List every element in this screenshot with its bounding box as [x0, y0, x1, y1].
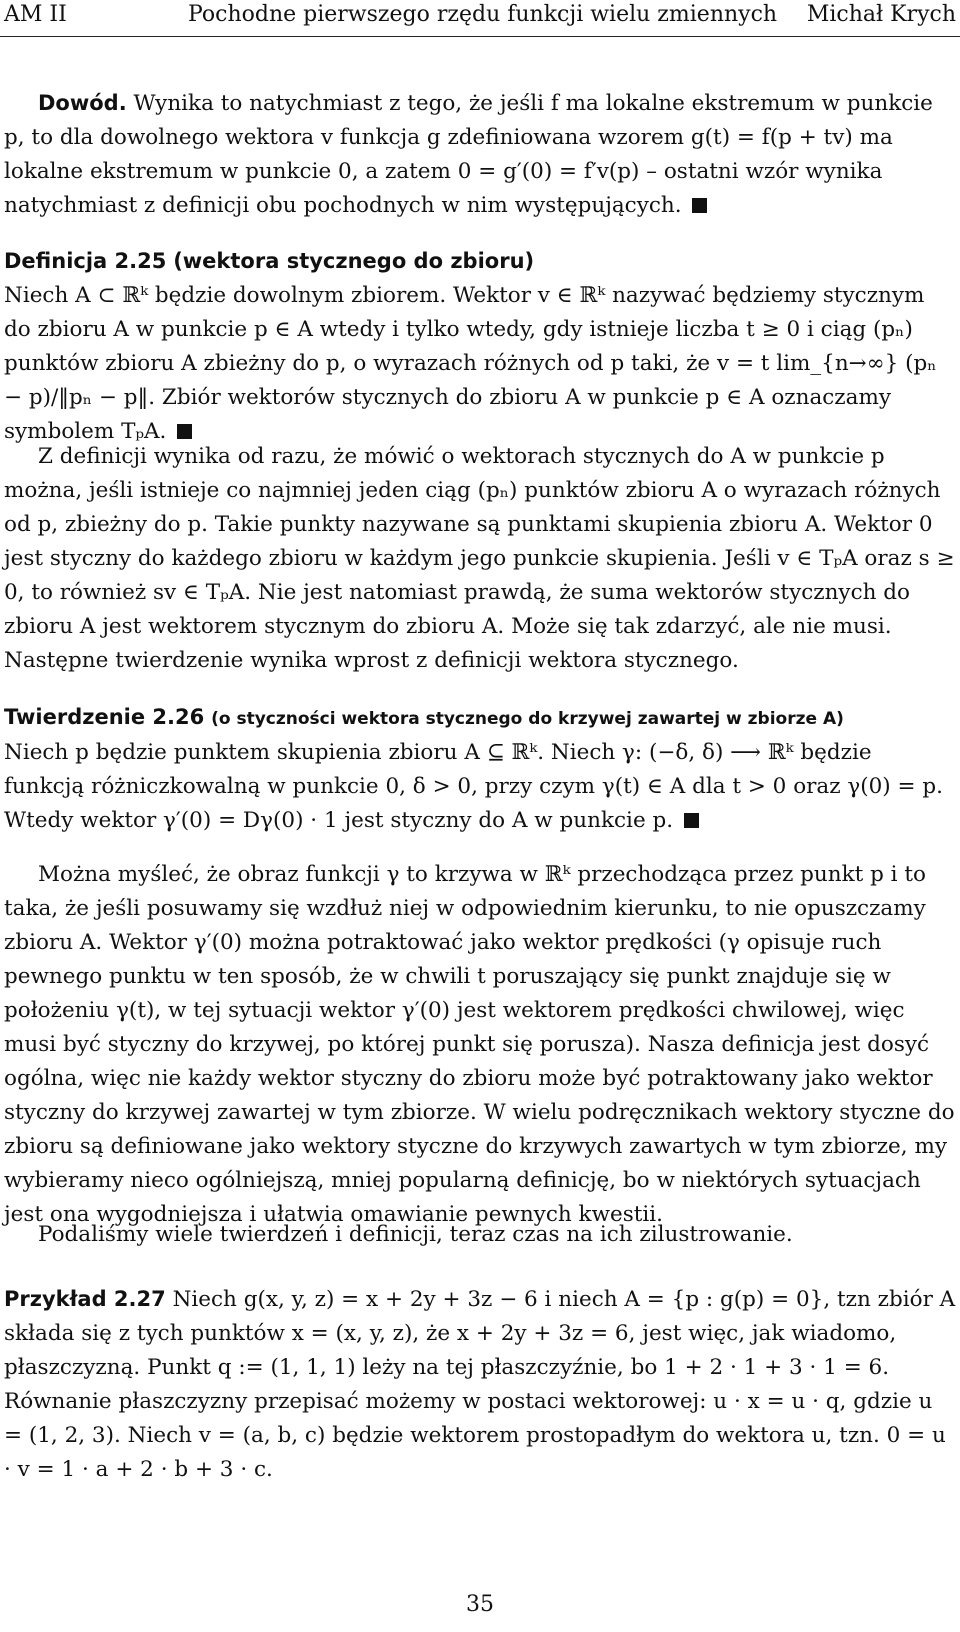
theorem-text: Niech p będzie punktem skupienia zbioru A ⊆ ℝᵏ. Niech γ: (−δ, δ) ⟶ ℝᵏ będzie funkcją różniczkowalną w punkcie 0, δ > 0, przy czym γ(t) ∈ A dla t > 0 oraz γ(0) = p. Wtedy wektor γ′(0) = Dγ(0) · 1 jest styczny do A w punkcie p. — [4, 740, 943, 833]
proof-block — [4, 86, 956, 223]
theorem-block — [4, 700, 956, 838]
example-title: Przykład 2.27 — [4, 1287, 166, 1311]
theorem-heading — [4, 700, 956, 736]
paragraph-curve-interpretation: Można myśleć, że obraz funkcji γ to krzywa w ℝᵏ przechodząca przez punkt p i to taka, że jeśli posuwamy się wzdłuż niej w odpowiednim kierunku, to nie opuszczamy zbioru A. Wektor γ′(0) można potraktować jako wektor prędkości (γ opisuje ruch pewnego punktu w ten sposób, że w chwili t poruszający się punkt znajduje się w położeniu γ(t), w tej sytuacji wektor γ′(0) jest wektorem prędkości chwilowej, więc musi być styczny do krzywej, po której punkt się porusza). Nasza definicja jest dosyć ogólna, więc nie każdy wektor styczny do zbioru może być potraktowany jako wektor styczny do krzywej zawartej w tym zbiorze. W wielu podręcznikach wektory styczne do zbioru są definiowane jako wektory styczne do krzywych zawartych w tym zbiorze, my wybieramy nieco ogólniejszą, mniej popularną definicję, bo w niektórych sytuacjach jest ona wygodniejsza i ułatwia omawianie pewnych kwestii. — [4, 862, 955, 1227]
example-text: Niech g(x, y, z) = x + 2y + 3z − 6 i niech A = {p : g(p) = 0}, tzn zbiór A składa się z tych punktów x = (x, y, z), że x + 2y + 3z = 6, jest więc, jak wiadomo, płaszczyzną. Punkt q := (1, 1, 1) leży na tej płaszczyźnie, bo 1 + 2 · 1 + 3 · 1 = 6. Równanie płaszczyzny przepisać możemy w postaci wektorowej: u · x = u · q, gdzie u = (1, 2, 3). Niech v = (a, b, c) będzie wektorem prostopadłym do wektora u, tzn. 0 = u · v = 1 · a + 2 · b + 3 · c. — [4, 1287, 956, 1482]
page-header-left: AM II — [4, 2, 67, 27]
definition-heading — [4, 244, 956, 279]
paragraph-tangent-remarks: Z definicji wynika od razu, że mówić o wektorach stycznych do A w punkcie p można, jeśli istnieje co najmniej jeden ciąg (pₙ) punktów zbioru A o wyrazach różnych od p, zbieżny do p. Takie punkty nazywane są punktami skupienia zbioru A. Wektor 0 jest styczny do każdego zbioru w każdym jego punkcie skupienia. Jeśli v ∈ TₚA oraz s ≥ 0, to również sv ∈ TₚA. Nie jest natomiast prawdą, że suma wektorów stycznych do zbioru A jest wektorem stycznym do zbioru A. Może się tak zdarzyć, ale nie musi. Następne twierdzenie wynika wprost z definicji wektora stycznego. — [4, 444, 955, 673]
qed-icon — [684, 813, 699, 828]
theorem-title: Twierdzenie 2.26 — [4, 705, 205, 729]
theorem-subtitle: (o styczności wektora stycznego do krzywej zawartej w zbiorze A) — [211, 709, 844, 729]
definition-text: Niech A ⊂ ℝᵏ będzie dowolnym zbiorem. Wektor v ∈ ℝᵏ nazywać będziemy stycznym do zbioru A w punkcie p ∈ A wtedy i tylko wtedy, gdy istnieje liczba t ≥ 0 i ciąg (pₙ) punktów zbioru A zbieżny do p, o wyrazach różnych od p taki, że v = t lim_{n→∞} (pₙ − p)/‖pₙ − p‖. Zbiór wektorów stycznych do zbioru A w punkcie p ∈ A oznaczamy symbolem TₚA. — [4, 283, 937, 444]
definition-block — [4, 244, 956, 449]
paragraph-transition: Podaliśmy wiele twierdzeń i definicji, teraz czas na ich zilustrowanie. — [38, 1222, 793, 1247]
example-block — [4, 1282, 956, 1487]
qed-icon — [692, 198, 707, 213]
header-rule — [0, 36, 960, 37]
proof-text: Wynika to natychmiast z tego, że jeśli f ma lokalne ekstremum w punkcie p, to dla dowolnego wektora v funkcja g zdefiniowana wzorem g(t) = f(p + tv) ma lokalne ekstremum w punkcie 0, a zatem 0 = g′(0) = f′v(p) – ostatni wzór wynika natychmiast z definicji obu pochodnych w nim występujących. — [4, 91, 933, 218]
page-header-center: Pochodne pierwszego rzędu funkcji wielu zmiennych — [188, 2, 778, 27]
page-header-right: Michał Krych — [806, 2, 956, 27]
qed-icon — [177, 424, 192, 439]
definition-title: Definicja 2.25 — [4, 249, 167, 273]
proof-label: Dowód. — [38, 91, 127, 115]
definition-subtitle: (wektora stycznego do zbioru) — [173, 249, 535, 273]
page-number: 35 — [466, 1592, 494, 1617]
